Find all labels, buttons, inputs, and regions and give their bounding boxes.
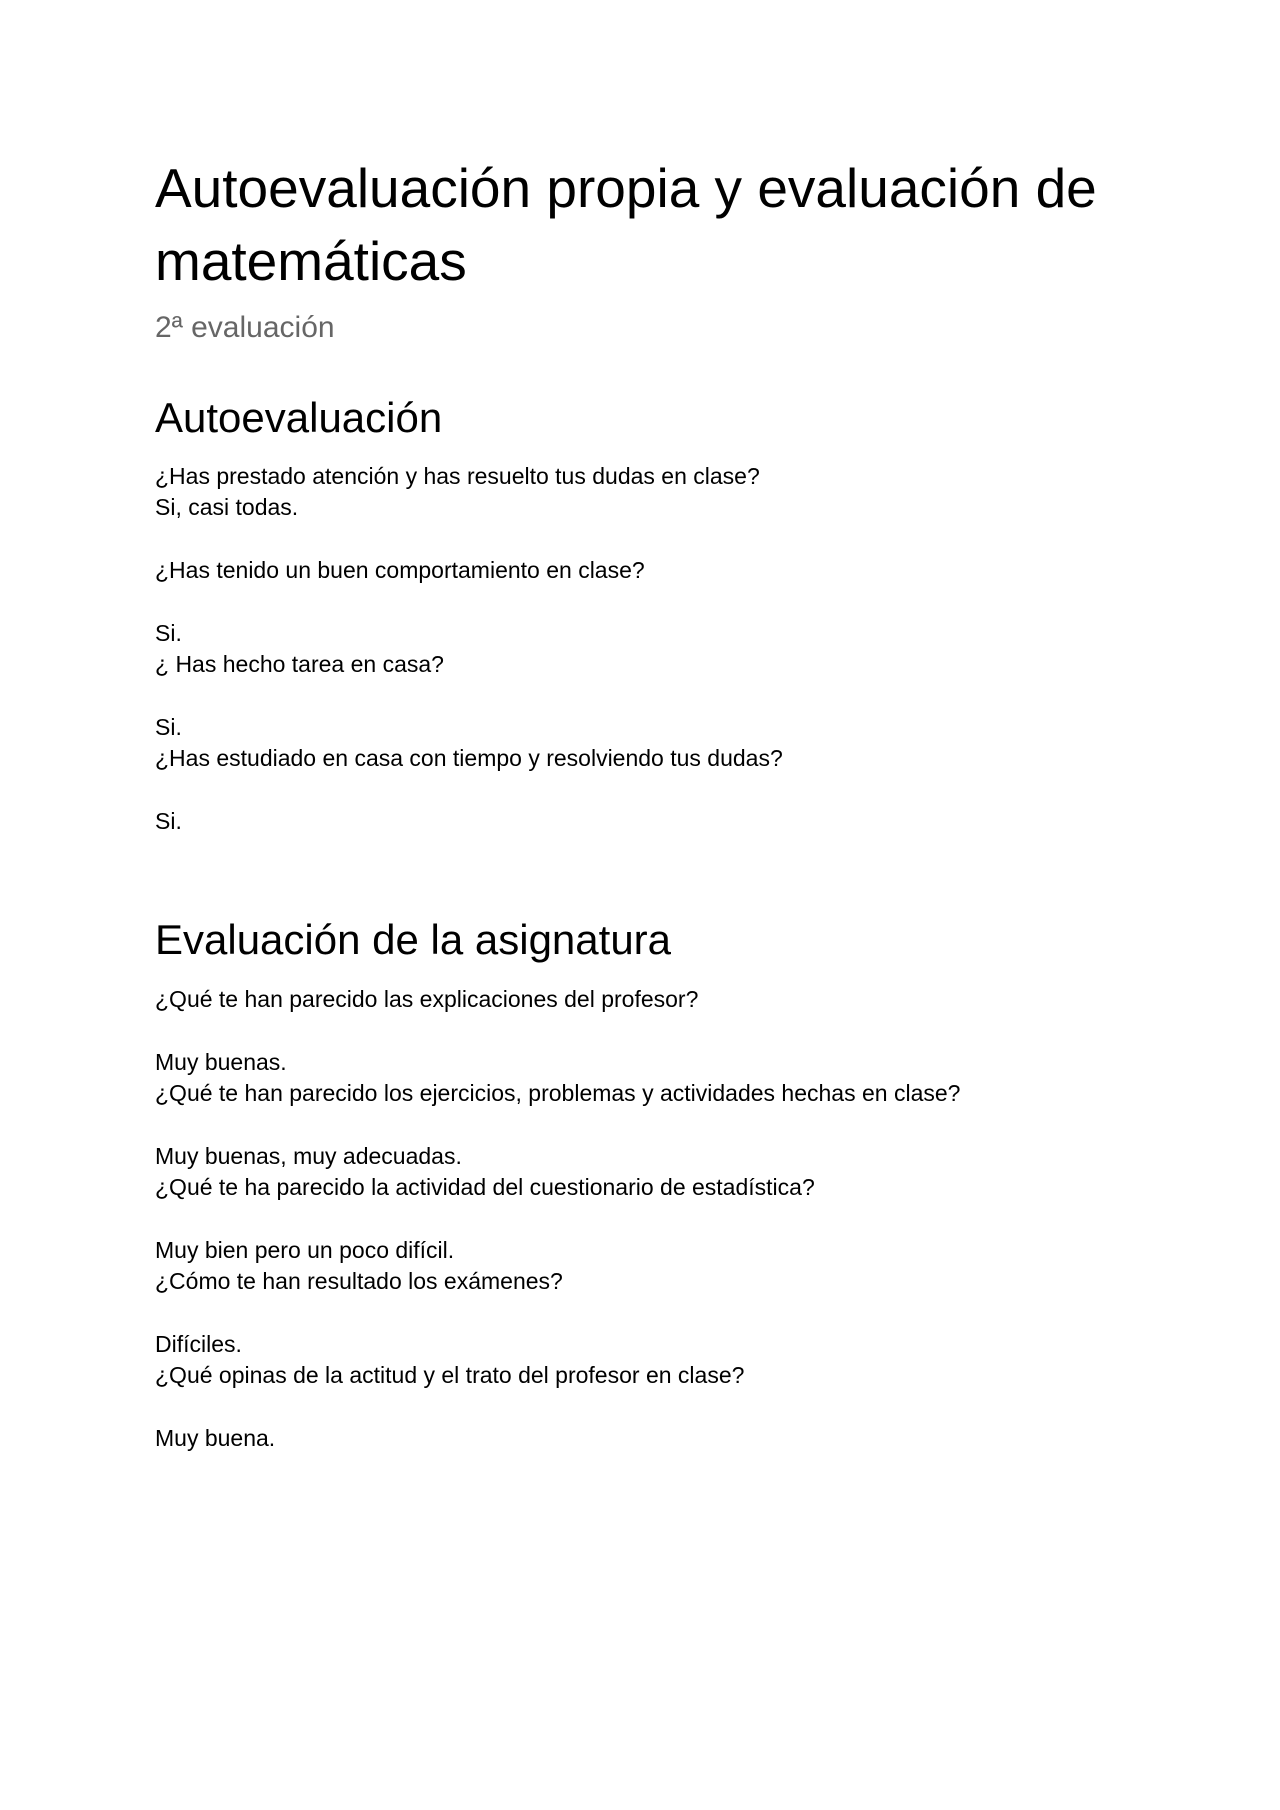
question-text: ¿ Has hecho tarea en casa? [155, 651, 444, 677]
question-text: ¿Has estudiado en casa con tiempo y resolviendo tus dudas? [155, 745, 783, 771]
answer-text: Muy buenas. [155, 1049, 287, 1075]
question-text: ¿Qué te han parecido las explicaciones del profesor? [155, 986, 699, 1012]
answer-text: Muy buena. [155, 1425, 276, 1451]
question-text: ¿Has tenido un buen comportamiento en clase? [155, 557, 645, 583]
document-title: Autoevaluación propia y evaluación de matemáticas [155, 157, 1097, 292]
answer-text: Si, casi todas. [155, 494, 299, 520]
answer-text: Muy buenas, muy adecuadas. [155, 1143, 462, 1169]
answer-text: Si. [155, 620, 182, 646]
question-text: ¿Qué te han parecido los ejercicios, problemas y actividades hechas en clase? [155, 1080, 961, 1106]
question-text: ¿Qué te ha parecido la actividad del cuestionario de estadística? [155, 1174, 815, 1200]
section-heading-evaluacion-asignatura: Evaluación de la asignatura [155, 916, 672, 963]
question-text: ¿Has prestado atención y has resuelto tus dudas en clase? [155, 463, 760, 489]
document-subtitle: 2ª evaluación [155, 311, 335, 344]
answer-text: Difíciles. [155, 1331, 242, 1357]
question-text: ¿Qué opinas de la actitud y el trato del profesor en clase? [155, 1362, 745, 1388]
section-heading-autoevaluacion: Autoevaluación [155, 394, 443, 441]
answer-text: Si. [155, 808, 182, 834]
question-text: ¿Cómo te han resultado los exámenes? [155, 1268, 563, 1294]
answer-text: Si. [155, 714, 182, 740]
answer-text: Muy bien pero un poco difícil. [155, 1237, 455, 1263]
